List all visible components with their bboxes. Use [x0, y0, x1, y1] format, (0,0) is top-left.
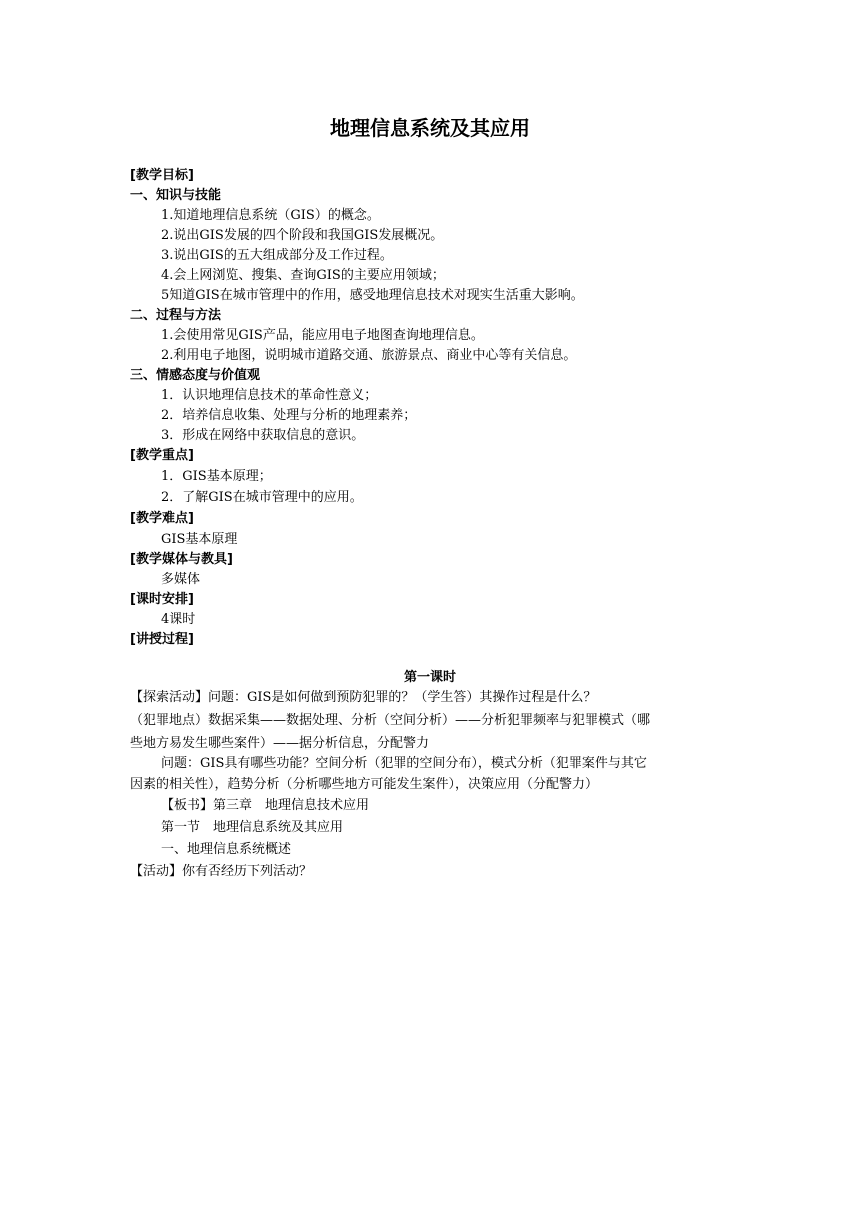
knowledge-item: 2.说出GIS发展的四个阶段和我国GIS发展概况。: [161, 228, 444, 243]
media-text: 多媒体: [161, 572, 201, 587]
question-line: 问题：GIS具有哪些功能？空间分析（犯罪的空间分布），模式分析（犯罪案件与其它: [161, 756, 647, 771]
explore-line: （犯罪地点）数据采集——数据处理、分析（空间分析）——分析犯罪频率与犯罪模式（哪: [130, 713, 651, 728]
document-title: 地理信息系统及其应用: [330, 116, 530, 140]
knowledge-skills-heading: 一、知识与技能: [130, 188, 222, 203]
process-item: 2.利用电子地图，说明城市道路交通、旅游景点、商业中心等有关信息。: [161, 348, 577, 363]
question-line: 因素的相关性），趋势分析（分析哪些地方可能发生案件），决策应用（分配警力）: [130, 777, 599, 792]
section-line: 第一节 地理信息系统及其应用: [161, 820, 344, 835]
overview-line: 一、地理信息系统概述: [161, 842, 292, 857]
key-point-item: 1．GIS基本原理；: [161, 469, 272, 484]
hours-heading: [课时安排]: [130, 592, 194, 607]
attitude-item: 1．认识地理信息技术的革命性意义；: [161, 388, 378, 403]
difficulties-heading: [教学难点]: [130, 511, 194, 526]
process-methods-heading: 二、过程与方法: [130, 308, 222, 323]
attitude-values-heading: 三、情感态度与价值观: [130, 368, 261, 383]
knowledge-item: 1.知道地理信息系统（GIS）的概念。: [161, 208, 380, 223]
attitude-item: 3．形成在网络中获取信息的意识。: [161, 428, 365, 443]
knowledge-item: 3.说出GIS的五大组成部分及工作过程。: [161, 248, 393, 263]
knowledge-item: 4.会上网浏览、搜集、查询GIS的主要应用领域；: [161, 268, 445, 283]
key-point-item: 2．了解GIS在城市管理中的应用。: [161, 490, 363, 505]
key-points-heading: [教学重点]: [130, 448, 194, 463]
teaching-process-heading: [讲授过程]: [130, 632, 194, 647]
media-heading: [教学媒体与教具]: [130, 552, 233, 567]
lesson-title: 第一课时: [403, 670, 456, 685]
board-line: 【板书】第三章 地理信息技术应用: [161, 798, 370, 813]
knowledge-item: 5知道GIS在城市管理中的作用，感受地理信息技术对现实生活重大影响。: [161, 288, 584, 303]
explore-line: 【探索活动】问题：GIS是如何做到预防犯罪的？（学生答）其操作过程是什么？: [130, 690, 597, 705]
hours-text: 4课时: [161, 612, 196, 627]
attitude-item: 2．培养信息收集、处理与分析的地理素养；: [161, 408, 417, 423]
process-item: 1.会使用常见GIS产品，能应用电子地图查询地理信息。: [161, 328, 484, 343]
objectives-heading: [教学目标]: [130, 168, 194, 183]
explore-line: 些地方易发生哪些案件）——据分析信息，分配警力: [130, 736, 430, 751]
difficulties-text: GIS基本原理: [161, 532, 238, 547]
activity-line: 【活动】你有否经历下列活动？: [130, 864, 313, 879]
